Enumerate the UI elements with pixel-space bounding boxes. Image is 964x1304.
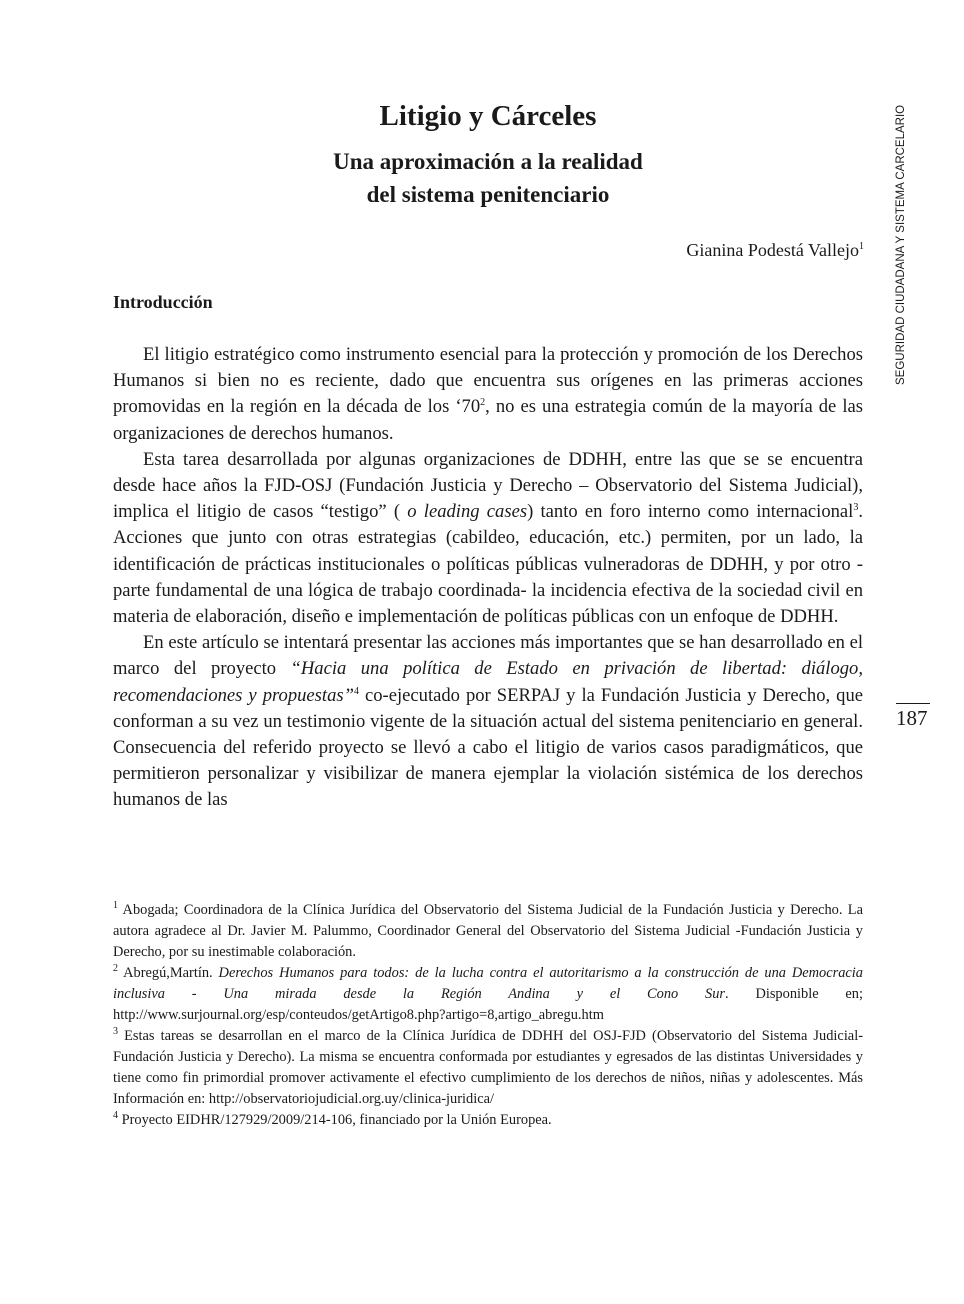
footnote-3-mark: 3 [113,1026,118,1038]
footnotes [113,900,863,1131]
footnote-1-mark: 1 [113,900,118,912]
article-title: Litigio y Cárceles [379,100,597,132]
footnote-2-link-text[interactable]: . Disponible en; http://www.surjournal.org/esp/conteudos/getArtigo8.php?artigo=8,artigo_abregu.htm [113,986,863,1023]
paragraph-2-text-end: . Acciones que junto con otras estrategias (cabildeo, educación, etc.) permiten, por un lado, la identificación de prácticas institucionales o políticas públicas vulneradoras de DDHH, y por otro -parte fundamental de una lógica de trabajo coordinada- la incidencia efectiva de la sociedad civil en materia de elaboración, diseño e implementación de políticas públicas con un enfoque de DDHH. [113,501,863,628]
footnote-4-text: Proyecto EIDHR/127929/2009/214-106, financiado por la Unión Europea. [118,1112,552,1128]
paragraph-1-text-cont: , no es una estrategia común de la mayoría de las organizaciones de derechos humanos. [113,396,863,444]
paragraph-3-text-cont: co-ejecutado por SERPAJ y la Fundación Justicia y Derecho, que conforman a su vez un testimonio vigente de la situación actual del sistema penitenciario en general. Consecuencia del referido proyecto se llevó a cabo el litigio de varios casos paradigmáticos, que permitieron personalizar y visibilizar de manera ejemplar la violación sistémica de los derechos humanos de las [113,684,863,811]
footnote-4-mark: 4 [113,1110,118,1122]
footnote-ref-2[interactable]: 2 [480,397,486,409]
author-line [686,240,864,261]
paragraph-3-text: En este artículo se intentará presentar las acciones más importantes que se han desarrollado en el marco del proyecto [113,632,863,680]
paragraph-2-text: Esta tarea desarrollada por algunas organizaciones de DDHH, entre las que se se encuentra desde hace años la FJD-OSJ (Fundación Justicia y Derecho – Observatorio del Sistema Judicial), implica el litigio de casos “testigo” ( [113,448,863,523]
footnote-2-text: Abregú,Martín. [118,965,219,981]
section-heading: Introducción [113,292,213,312]
footnote-4 [113,1110,863,1131]
paragraph-2 [113,447,863,630]
author-footnote-ref[interactable]: 1 [859,241,864,252]
paragraph-3 [113,630,863,813]
footnote-2 [113,963,863,1026]
footnote-3 [113,1026,863,1110]
page-number-rule [896,703,930,704]
footnote-ref-4[interactable]: 4 [353,685,359,697]
footnote-2-italic: Derechos Humanos para todos: de la lucha contra el autoritarismo a la construcción de una Democracia inclusiva - Una mirada desde la Región Andina y el Cono Sur [113,965,864,1002]
article-subtitle [112,145,864,211]
running-header: SEGURIDAD CIUDADANA Y SISTEMA CARCELARIO [895,104,907,385]
paragraph-2-text-cont: ) tanto en foro interno como internacional [527,501,854,523]
subtitle-line-2: del sistema penitenciario [366,182,610,207]
paragraph-3-italic: “Hacia una política de Estado en privación de libertad: diálogo, recomendaciones y propuestas” [113,658,863,706]
body-text [113,342,863,814]
footnote-2-mark: 2 [113,963,118,975]
footnote-ref-3[interactable]: 3 [853,502,859,514]
footnote-3-text: Estas tareas se desarrollan en el marco de la Clínica Jurídica de DDHH del OSJ-FJD (Observatorio del Sistema Judicial- Fundación Justicia y Derecho). La misma se encuentra conformada por estudiantes y egresados de las distintas Universidades y tiene como fin primordial promover activamente el efectivo cumplimiento de los derechos de niños, niñas y adolescentes. Más Información en: http://observatoriojudicial.org.uy/clinica-juridica/ [113,1028,863,1107]
page-number: 187 [896,706,928,730]
author-name: Gianina Podestá Vallejo [686,240,859,260]
footnote-1-text: Abogada; Coordinadora de la Clínica Jurídica del Observatorio del Sistema Judicial de la Fundación Justicia y Derecho. La autora agradece al Dr. Javier M. Palummo, Coordinador General del Observatorio del Sistema Judicial -Fundación Justicia y Derecho, por su inestimable colaboración. [113,902,863,960]
paragraph-1-text: El litigio estratégico como instrumento esencial para la protección y promoción de los Derechos Humanos si bien no es reciente, dado que encuentra sus orígenes en las primeras acciones promovidas en la región en la década de los ‘70 [113,344,863,418]
subtitle-line-1: Una aproximación a la realidad [333,149,643,174]
paragraph-1 [113,342,863,447]
footnote-1 [113,900,863,963]
paragraph-2-italic: o leading cases [400,501,528,523]
